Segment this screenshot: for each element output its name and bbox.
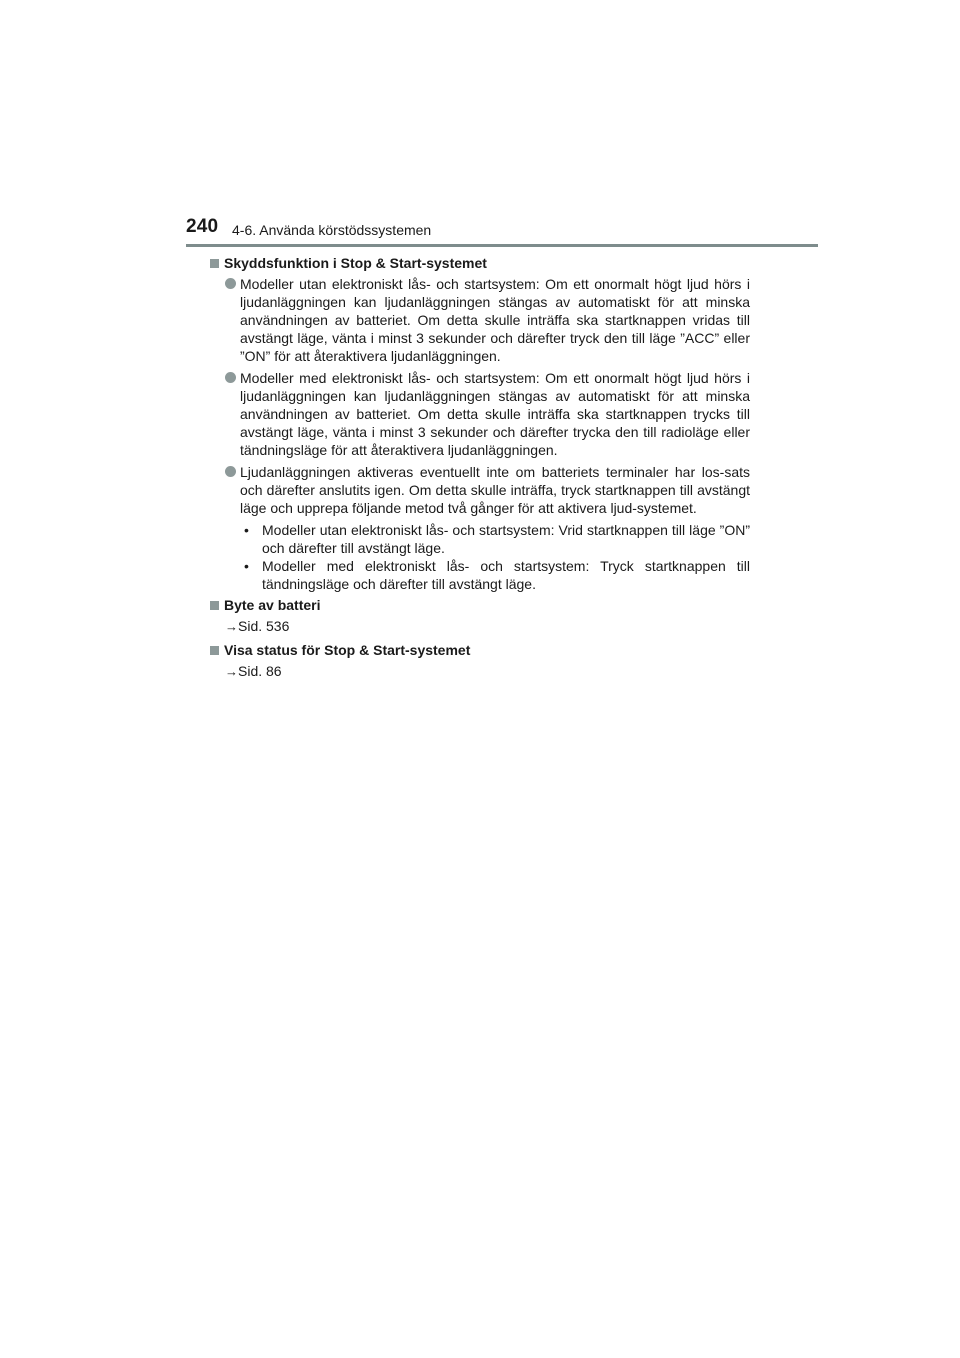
dot-bullet-icon: • <box>244 522 249 538</box>
header-divider <box>186 244 818 247</box>
list-item-text: Modeller utan elektroniskt lås- och startsystem: Om ett onormalt högt ljud hörs i ljudanläggningen kan ljudanläggningen stängas av automatiskt för att minska användningen av batteriet. Om detta skulle inträffa ska startknappen vridas till avstängt läge, vänta i minst 3 sekunder och därefter tryck den till läge ”ACC” eller ”ON” för att återaktivera ljudanläggningen. <box>240 276 750 364</box>
section-title: Byte av batteri <box>224 597 321 613</box>
list-item-text: Ljudanläggningen aktiveras eventuellt inte om batteriets terminaler har los-sats och därefter anslutits igen. Om detta skulle inträffa, tryck startknappen till avstängt läge och upprepa följande metod två gånger för att aktivera ljud-systemet. <box>240 464 750 516</box>
section-heading <box>210 596 750 614</box>
page-reference[interactable] <box>225 662 750 681</box>
square-bullet-icon <box>210 259 219 268</box>
square-bullet-icon <box>210 601 219 610</box>
chapter-title: 4-6. Använda körstödssystemen <box>232 222 432 238</box>
list-item <box>210 275 750 365</box>
circle-bullet-icon <box>225 372 236 383</box>
sub-list-item <box>240 557 750 593</box>
arrow-right-icon: → <box>225 664 238 679</box>
section-title: Skyddsfunktion i Stop & Start-systemet <box>224 255 487 271</box>
circle-bullet-icon <box>225 466 236 477</box>
arrow-right-icon: → <box>225 619 238 634</box>
section-title: Visa status för Stop & Start-systemet <box>224 642 471 658</box>
dot-bullet-icon: • <box>244 558 249 574</box>
page-number: 240 <box>186 216 219 237</box>
section-heading <box>210 641 750 659</box>
sub-list-item-text: Modeller med elektroniskt lås- och startsystem: Tryck startknappen till tändningsläge och därefter till avstängt läge. <box>262 558 750 592</box>
sub-list-item-text: Modeller utan elektroniskt lås- och startsystem: Vrid startknappen till läge ”ON” och därefter till avstängt läge. <box>262 522 750 556</box>
sub-list <box>240 521 750 593</box>
square-bullet-icon <box>210 646 219 655</box>
page-content <box>210 254 750 686</box>
sub-list-item <box>240 521 750 557</box>
page-reference-text: Sid. 86 <box>238 663 282 679</box>
list-item <box>210 463 750 517</box>
page-reference[interactable] <box>225 617 750 636</box>
list-item <box>210 369 750 459</box>
circle-bullet-icon <box>225 278 236 289</box>
list-item-text: Modeller med elektroniskt lås- och startsystem: Om ett onormalt högt ljud hörs i ljudanläggningen kan ljudanläggningen stängas av automatiskt för att minska användningen av batteriet. Om detta skulle inträffa ska startknappen trycks till avstängt läge, vänta i minst 3 sekunder och därefter trycka den till radioläge eller tändningsläge för att återaktivera ljudanläggningen. <box>240 370 750 458</box>
section-heading <box>210 254 750 272</box>
page-reference-text: Sid. 536 <box>238 618 290 634</box>
